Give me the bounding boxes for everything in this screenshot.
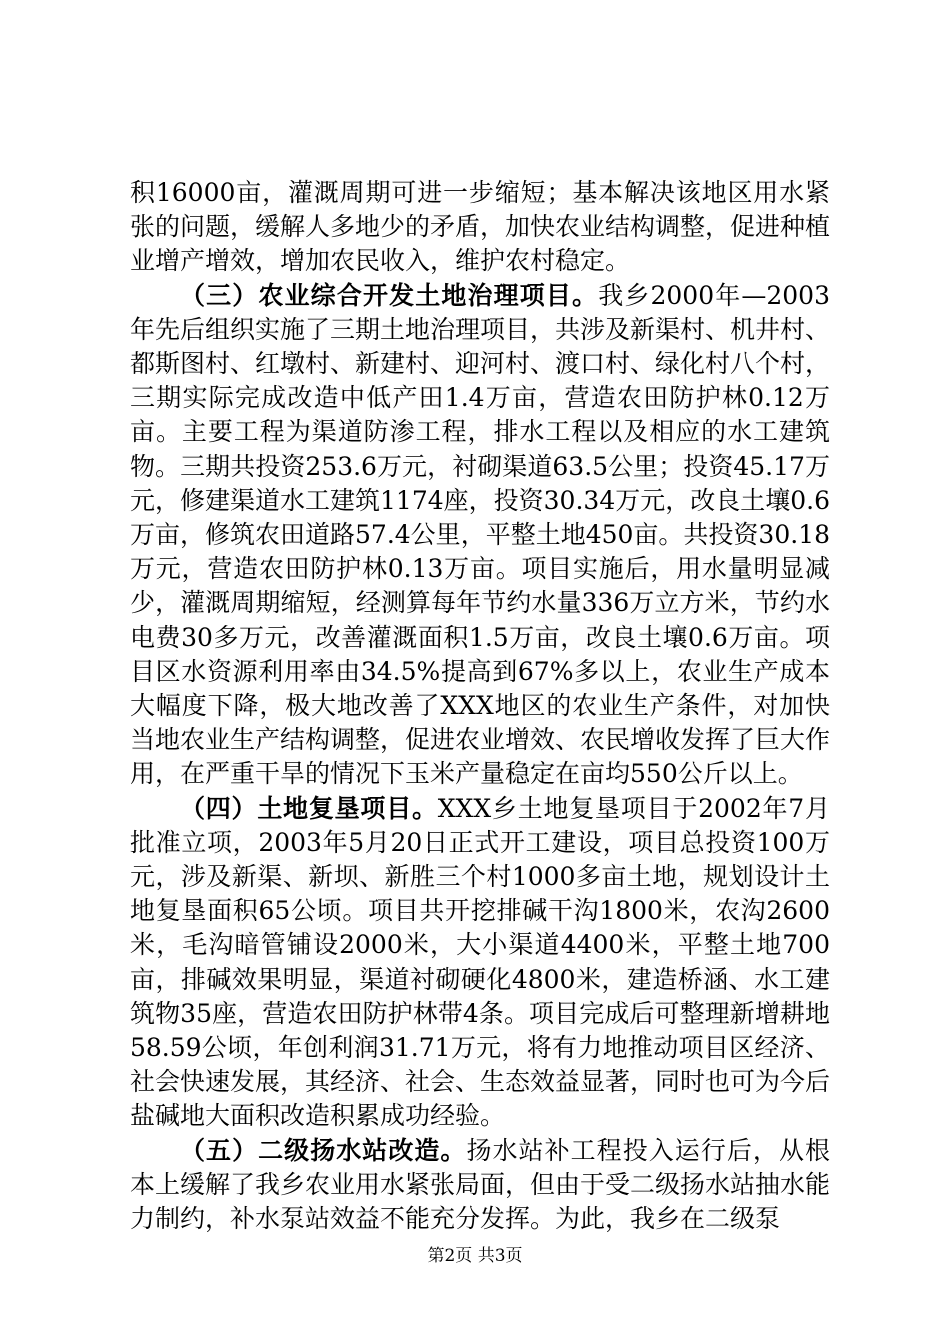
- paragraph-text: XXX乡土地复垦项目于2002年7月批准立项，2003年5月20日正式开工建设，项目总投资100万元，涉及新渠、新坝、新胜三个村1000多亩土地，规划设计土地复垦面积65公顷。项目共开挖排碱干沟1800米，农沟2600米，毛沟暗管铺设2000米，大小渠道4400米，平整土地700亩，排碱效果明显，渠道衬砌硬化4800米，建造桥涵、水工建筑物35座，营造农田防护林带4条。项目完成后可整理新增耕地58.59公顷，年创利润31.71万元，将有力地推动项目区经济、社会快速发展，其经济、社会、生态效益显著，同时也可为今后盐碱地大面积改造积累成功经验。: [130, 793, 831, 1131]
- paragraph-pumping-station-renovation: [130, 1134, 830, 1237]
- paragraph-heading: （三）农业综合开发土地治理项目。: [180, 280, 599, 310]
- paragraph-heading: （五）二级扬水站改造。: [180, 1135, 467, 1165]
- paragraph-text: 积16000亩，灌溉周期可进一步缩短；基本解决该地区用水紧张的问题，缓解人多地少的矛盾，加快农业结构调整，促进种植业增产增效，增加农民收入，维护农村稳定。: [130, 178, 831, 276]
- paragraph-land-reclamation-project: [130, 792, 830, 1134]
- paragraph-heading: （四）土地复垦项目。: [180, 793, 438, 823]
- paragraph-text: 扬水站补工程投入运行后，从根本上缓解了我乡农业用水紧张局面，但由于受二级扬水站抽水能力制约，补水泵站效益不能充分发挥。为此，我乡在二级泵: [130, 1135, 831, 1234]
- paragraph-land-treatment-project: [130, 279, 830, 792]
- paragraph-text: 我乡2000年—2003年先后组织实施了三期土地治理项目，共涉及新渠村、机井村、都斯图村、红墩村、新建村、迎河村、渡口村、绿化村八个村，三期实际完成改造中低产田1.4万亩，营造农田防护林0.12万亩。主要工程为渠道防渗工程，排水工程以及相应的水工建筑物。三期共投资253.6万元，衬砌渠道63.5公里；投资45.17万元，修建渠道水工建筑1174座，投资30.34万元，改良土壤0.6万亩，修筑农田道路57.4公里，平整土地450亩。共投资30.18万元，营造农田防护林0.13万亩。项目实施后，用水量明显减少，灌溉周期缩短，经测算每年节约水量336万立方米，节约水电费30多万元，改善灌溉面积1.5万亩，改良土壤0.6万亩。项目区水资源利用率由34.5%提高到67%多以上，农业生产成本大幅度下降，极大地改善了XXX地区的农业生产条件，对加快当地农业生产结构调整，促进农业增效、农民增收发挥了巨大作用，在严重干旱的情况下玉米产量稳定在亩均550公斤以上。: [130, 280, 831, 789]
- paragraph-continuation: [130, 176, 830, 279]
- document-body: [130, 176, 830, 1236]
- page-number-footer: 第2页 共3页: [427, 1246, 523, 1266]
